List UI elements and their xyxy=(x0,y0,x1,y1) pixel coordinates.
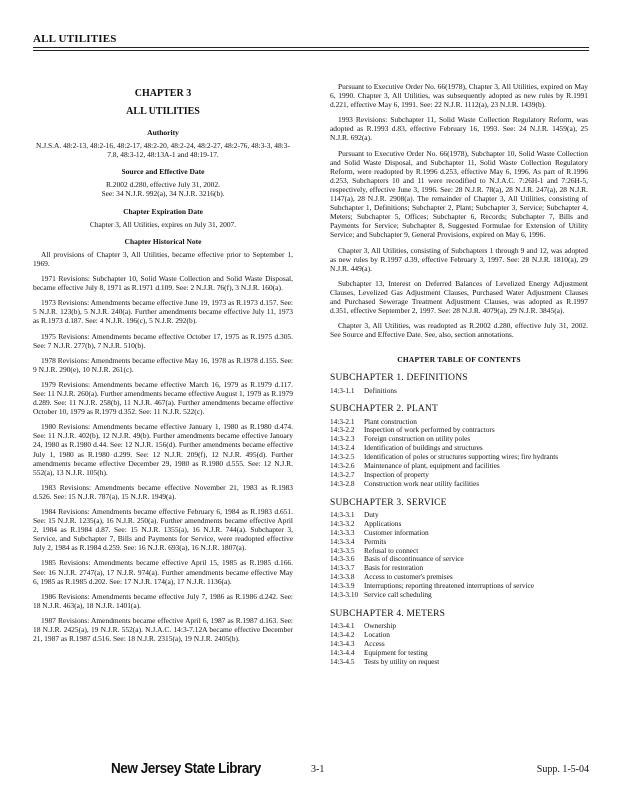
section-number: 14:3-2.6 xyxy=(330,461,355,471)
history-paragraph: 1980 Revisions: Amendments became effective January 1, 1980 as R.1980 d.474. See: 11 N.J.R. 402(b), 12 N.J.R. 49(b). Further amendments became effective January 24, 1980 as R.1980 d.44. See: 12 N.J.R. 156(d). Further amendments became effective July 1, 1980 as R.1980 d.299. See: 12 N.J.R. 209(f), 12 N.J.R. 495(d). Further amendments became effective December 29, 1980 as R.1980 d.555. See: 12 N.J.R. 552(a), 13 N.J.R. 105(h). xyxy=(33,422,293,477)
toc-entry xyxy=(330,658,588,667)
section-number: 14:3-3.8 xyxy=(330,572,355,582)
table-of-contents xyxy=(330,374,588,666)
history-paragraph: Pursuant to Executive Order No. 66(1978), Subchapter 10, Solid Waste Collection and Solid Waste Disposal, and Subchapter 11, Solid Waste Collection Regulatory Reform, were readopted by R.1996 d.253, effective May 6, 1996. As part of R.1996 d.253, Subchapters 10 and 11 were recodified to N.J.A.C. 7:26H-1 and 7:26H-5, respectively, effective June 3, 1996. See: 28 N.J.R. 78(a), 28 N.J.R. 247(a), 28 N.J.R. 1147(a), 28 N.J.R. 2908(a). The remainder of Chapter 3, All Utilities, consisting of Subchapter 1, Definitions; Subchapter 2, Plant; Subchapter 3, Service; Subchapter 4, Meters; Subchapter 5, Offices; Subchapter 6, Records; Subchapter 7, Bills and Payments for Service; Subchapter 8, Suggested Formulae for Extension of Utility Service; and Subchapter 9, General Provisions, expired on May 6, 1996. xyxy=(330,148,588,240)
section-title: Refusal to connect xyxy=(364,545,419,555)
history-paragraph: 1983 Revisions: Amendments became effective November 21, 1983 as R.1983 d.526. See: 15 N.J.R. 787(a), 15 N.J.R. 1949(a). xyxy=(33,482,293,501)
section-title: Ownership xyxy=(364,621,397,631)
subchapter-heading: SUBCHAPTER 3. SERVICE xyxy=(330,497,447,508)
history-paragraph: 1973 Revisions: Amendments became effective June 19, 1973 as R.1973 d.157. See: 5 N.J.R. 123(b), 5 N.J.R. 240(a). Further amendments became effective July 11, 1973 as R.1973 d.187. See: 4 N.J.R. 196(c), 5 N.J.R. 292(b). xyxy=(33,298,293,326)
section-number: 14:3-3.2 xyxy=(330,518,355,528)
section-title: Inspection of work performed by contractors xyxy=(364,425,495,435)
section-title: Basis of discontinuance of service xyxy=(364,554,464,564)
history-heading: Chapter Historical Note xyxy=(124,236,202,246)
expiration-heading: Chapter Expiration Date xyxy=(123,206,203,216)
authority-heading: Authority xyxy=(147,128,179,137)
history-paragraph: 1978 Revisions: Amendments became effective May 16, 1978 as R.1978 d.155. See: 9 N.J.R. 290(e), 10 N.J.R. 261(c). xyxy=(33,355,293,374)
source-text: See: 34 N.J.R. 992(a), 34 N.J.R. 3216(b). xyxy=(101,189,225,199)
chapter-title: ALL UTILITIES xyxy=(126,106,200,117)
section-title: Plant construction xyxy=(364,416,417,426)
left-column xyxy=(33,82,293,649)
library-stamp: New Jersey State Library xyxy=(111,760,261,777)
section-title: Inspection of property xyxy=(364,469,429,479)
running-head: ALL UTILITIES xyxy=(33,33,117,45)
section-title: Applications xyxy=(364,518,402,528)
toc-title: CHAPTER TABLE OF CONTENTS xyxy=(397,355,521,365)
source-heading: Source and Effective Date xyxy=(121,167,205,177)
right-column xyxy=(330,82,588,667)
section-title: Service call scheduling xyxy=(364,590,432,600)
history-paragraph: Chapter 3, All Utilities, was readopted as R.2002 d.280, effective July 31, 2002. See Source and Effective Date. See, also, section annotations. xyxy=(330,321,588,340)
page-number: 3-1 xyxy=(311,764,325,775)
section-number: 14:3-2.1 xyxy=(330,416,355,426)
history-paragraph: 1987 Revisions: Amendments became effective April 6, 1987 as R.1987 d.163. See: 18 N.J.R. 2425(a), 19 N.J.R. 552(a). N.J.A.C. 14:3-7.12A became effective December 21, 1987 as R.1987 d.516. See: 18 N.J.R. 2315(a), 19 N.J.R. 2405(b). xyxy=(33,615,293,644)
section-number: 14:3-3.1 xyxy=(330,509,355,519)
section-title: Permits xyxy=(364,536,387,546)
section-title: Basis for restoration xyxy=(364,563,424,573)
toc-entry xyxy=(330,480,588,489)
section-title: Location xyxy=(364,629,390,639)
source-text: R.2002 d.280, effective July 31, 2002. xyxy=(106,180,220,190)
history-paragraph: 1979 Revisions: Amendments became effective March 16, 1979 as R.1979 d.117. See: 11 N.J.R. 260(a). Further amendments became effective August 1, 1979 as R.1979 d.289. See: 11 N.J.R. 258(b), 11 N.J.R. 467(a). Further amendments became effective October 10, 1979 as R.1979 d.352. See: 11 N.J.R. 522(c). xyxy=(33,379,293,417)
history-paragraph: 1986 Revisions: Amendments became effective July 7, 1986 as R.1986 d.242. See: 18 N.J.R. 463(a), 18 N.J.R. 1401(a). xyxy=(33,591,293,610)
chapter-number: CHAPTER 3 xyxy=(134,88,192,99)
section-number: 14:3-3.9 xyxy=(330,581,355,591)
history-paragraph: All provisions of Chapter 3, All Utilities, became effective prior to September 1, 1969. xyxy=(33,249,293,268)
history-paragraph: 1975 Revisions: Amendments became effective October 17, 1975 as R.1975 d.305. See: 7 N.J.R. 277(b), 7 N.J.R. 510(b). xyxy=(33,331,293,350)
section-number: 14:3-3.7 xyxy=(330,563,355,573)
section-number: 14:3-3.4 xyxy=(330,536,355,546)
subchapter-heading: SUBCHAPTER 2. PLANT xyxy=(330,404,439,415)
section-number: 14:3-1.1 xyxy=(330,385,355,395)
section-title: Foreign construction on utility poles xyxy=(364,434,471,444)
section-number: 14:3-4.3 xyxy=(330,638,355,648)
subchapter-heading: SUBCHAPTER 1. DEFINITIONS xyxy=(330,373,468,384)
section-number: 14:3-4.2 xyxy=(330,629,355,639)
history-paragraph: 1985 Revisions: Amendments became effective April 15, 1985 as R.1985 d.166. See: 16 N.J.R. 2747(a), 17 N.J.R. 974(a). Further amendments became effective May 6, 1985 as R.1985 d.202. See: 17 N.J.R. 174(a), 17 N.J.R. 1136(a). xyxy=(33,558,293,586)
section-number: 14:3-2.7 xyxy=(330,469,355,479)
section-title: Identification of buildings and structures xyxy=(364,443,483,453)
section-number: 14:3-2.3 xyxy=(330,434,355,444)
supplement-date: Supp. 1-5-04 xyxy=(536,764,589,775)
section-number: 14:3-3.10 xyxy=(330,590,359,600)
section-title: Equipment for testing xyxy=(364,647,428,657)
section-title: Customer information xyxy=(364,527,429,537)
subchapter-heading: SUBCHAPTER 4. METERS xyxy=(330,608,446,619)
history-paragraph: 1993 Revisions: Subchapter 11, Solid Waste Collection Regulatory Reform, was adopted as R.1993 d.83, effective February 16, 1993. See: 24 N.J.R. 1459(a), 25 N.J.R. 692(a). xyxy=(330,115,588,143)
header-rule-thin xyxy=(33,50,589,51)
section-number: 14:3-4.5 xyxy=(330,656,355,666)
section-title: Interruptions; reporting threatened interruptions of service xyxy=(364,581,535,591)
expiration-text: Chapter 3, All Utilities, expires on July 31, 2007. xyxy=(89,219,237,229)
section-number: 14:3-2.8 xyxy=(330,478,355,488)
section-title: Duty xyxy=(364,509,379,519)
section-title: Identification of poles or structures supporting wires; fire hydrants xyxy=(364,452,559,462)
history-paragraph: 1971 Revisions: Subchapter 10, Solid Waste Collection and Solid Waste Disposal, became effective July 8, 1971 as R.1971 d.109. See: 2 N.J.R. 76(f), 3 N.J.R. 160(a). xyxy=(33,274,293,293)
toc-entry xyxy=(330,591,588,600)
header-rule xyxy=(33,47,589,48)
section-number: 14:3-4.4 xyxy=(330,647,355,657)
section-number: 14:3-2.4 xyxy=(330,443,355,453)
section-title: Access xyxy=(364,638,385,648)
section-title: Construction work near utility facilities xyxy=(364,478,480,488)
section-title: Access to customer's premises xyxy=(364,572,453,582)
section-title: Tests by utility on request xyxy=(364,656,440,666)
section-title: Definitions xyxy=(364,385,397,395)
history-paragraph: 1984 Revisions: Amendments became effective February 6, 1984 as R.1983 d.651. See: 15 N.J.R. 1235(a), 16 N.J.R. 250(a). Further amendments became effective April 2, 1984 as R.1984 d.87. See: 15 N.J.R. 1355(a), 16 N.J.R. 744(a). Subchapter 3, Service, and Subchapter 7, Bills and Payments for Service, were readopted effective July 2, 1984 as R.1984 d.259. See: 16 N.J.R. 693(a), 16 N.J.R. 1807(a). xyxy=(33,507,293,553)
history-paragraph: Pursuant to Executive Order No. 66(1978), Chapter 3, All Utilities, expired on May 6, 1990. Chapter 3, All Utilities, was subsequently adopted as new rules by R.1991 d.221, effective May 6, 1991. See: 22 N.J.R. 1112(a), 23 N.J.R. 1439(b). xyxy=(330,82,588,110)
section-number: 14:3-3.5 xyxy=(330,545,355,555)
section-number: 14:3-2.5 xyxy=(330,452,355,462)
page-footer xyxy=(33,758,589,782)
history-paragraph: Subchapter 13, Interest on Deferred Balances of Levelized Energy Adjustment Clauses, Levelized Gas Adjustment Clauses, Purchased Water Adjustment Clauses and Purchased Sewerage Treatment Adjustment Clauses, was adopted as R.1997 d.351, effective September 2, 1997. See: 28 N.J.R. 4079(a), 29 N.J.R. 3845(a). xyxy=(330,278,588,316)
history-paragraph: Chapter 3, All Utilities, consisting of Subchapters 1 through 9 and 12, was adopted as new rules by R.1997 d.39, effective February 3, 1997. See: 28 N.J.R. 1810(a), 29 N.J.R. 449(a). xyxy=(330,245,588,273)
section-title: Maintenance of plant, equipment and facilities xyxy=(364,461,500,471)
authority-text: N.J.S.A. 48:2-13, 48:2-16, 48:2-17, 48:2-20, 48:2-24, 48:2-27, 48:2-76, 48:3-3, 48:3-7.8, 48:3-12, 48:13A-1 and 48:19-17. xyxy=(36,141,290,160)
section-number: 14:3-3.6 xyxy=(330,554,355,564)
section-number: 14:3-4.1 xyxy=(330,621,355,631)
section-number: 14:3-3.3 xyxy=(330,527,355,537)
section-number: 14:3-2.2 xyxy=(330,425,355,435)
toc-entry xyxy=(330,387,588,396)
